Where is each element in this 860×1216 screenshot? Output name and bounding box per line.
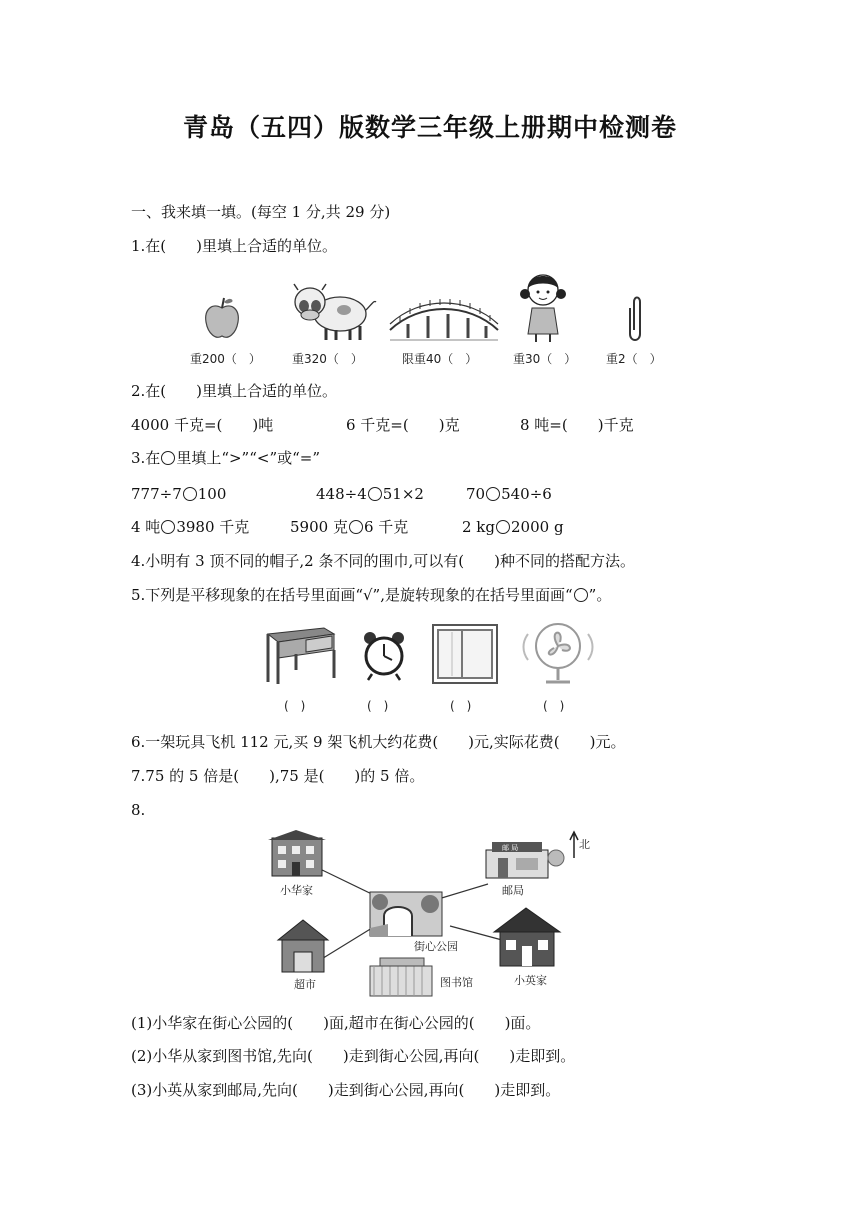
electric-fan-icon [520, 620, 596, 690]
compare-item: 4 吨 3980 千克 [131, 518, 250, 536]
question-6: 6.一架玩具飞机 112 元,买 9 架飞机大约花费( )元,实际花费( )元。 [131, 733, 626, 751]
caption-apple: 重200（ ） [190, 352, 261, 366]
question-1: 1.在( )里填上合适的单位。 [131, 237, 338, 255]
compare-circle [161, 451, 175, 465]
caption-fan: ( ) [543, 699, 565, 713]
compare-item: 70 540÷6 [466, 485, 552, 503]
xiaohua-house-icon [268, 830, 326, 876]
label-park: 街心公园 [414, 940, 458, 953]
question-4: 4.小明有 3 顶不同的帽子,2 条不同的围巾,可以有( )种不同的搭配方法。 [131, 552, 635, 570]
direction-map [260, 828, 600, 1000]
compare-item: 2 kg 2000 g [462, 518, 564, 536]
conversion-1: 4000 千克=( )吨 [131, 416, 274, 434]
caption-window: ( ) [450, 699, 472, 713]
conversion-3: 8 吨=( )千克 [520, 416, 634, 434]
svg-text:邮 局: 邮 局 [502, 844, 519, 852]
caption-bridge: 限重40（ ） [402, 352, 478, 366]
question-2: 2.在( )里填上合适的单位。 [131, 382, 338, 400]
post-office-icon [486, 842, 564, 878]
question-8-3: (3)小英从家到邮局,先向( )走到街心公园,再向( )走即到。 [131, 1081, 561, 1099]
compare-item: 448÷4 51×2 [316, 485, 424, 503]
sliding-window-icon [432, 624, 498, 684]
desk-drawer-icon [266, 626, 336, 684]
question-8-1: (1)小华家在街心公园的( )面,超市在街心公园的( )面。 [131, 1014, 541, 1032]
caption-clock: ( ) [367, 699, 389, 713]
bridge-icon [390, 294, 498, 344]
question-8-2: (2)小华从家到图书馆,先向( )走到街心公园,再向( )走即到。 [131, 1047, 576, 1065]
question-3: 3.在 里填上“>”“<”或“=” [131, 449, 321, 467]
label-library: 图书馆 [440, 976, 473, 989]
section-heading: 一、我来填一填。(每空 1 分,共 29 分) [131, 203, 391, 221]
compare-item: 5900 克 6 千克 [290, 518, 409, 536]
caption-girl: 重30（ ） [513, 352, 577, 366]
label-north: 北 [579, 838, 590, 851]
compare-item: 777÷7 100 [131, 485, 227, 503]
label-xiaohua: 小华家 [280, 884, 313, 897]
girl-icon [518, 270, 568, 342]
conversion-2: 6 千克=( )克 [346, 416, 460, 434]
label-market: 超市 [294, 978, 316, 991]
caption-desk: ( ) [284, 699, 306, 713]
question-8: 8. [131, 801, 146, 819]
supermarket-icon [278, 920, 328, 972]
park-icon [370, 892, 442, 936]
rotation-circle [574, 588, 588, 602]
library-icon [370, 958, 432, 996]
page-title: 青岛（五四）版数学三年级上册期中检测卷 [182, 113, 677, 142]
label-xiaoying: 小英家 [514, 974, 547, 987]
question-5: 5.下列是平移现象的在括号里面画“√”,是旋转现象的在括号里面画“ ”。 [131, 586, 612, 604]
label-post: 邮局 [502, 884, 524, 897]
xiaoying-house-icon [494, 908, 560, 966]
alarm-clock-icon [362, 630, 406, 680]
apple-icon [202, 296, 242, 342]
paperclip-icon [624, 294, 646, 344]
caption-paperclip: 重2（ ） [606, 352, 662, 366]
caption-cow: 重320（ ） [292, 352, 363, 366]
cow-icon [290, 282, 376, 342]
question-7: 7.75 的 5 倍是( ),75 是( )的 5 倍。 [131, 767, 425, 785]
